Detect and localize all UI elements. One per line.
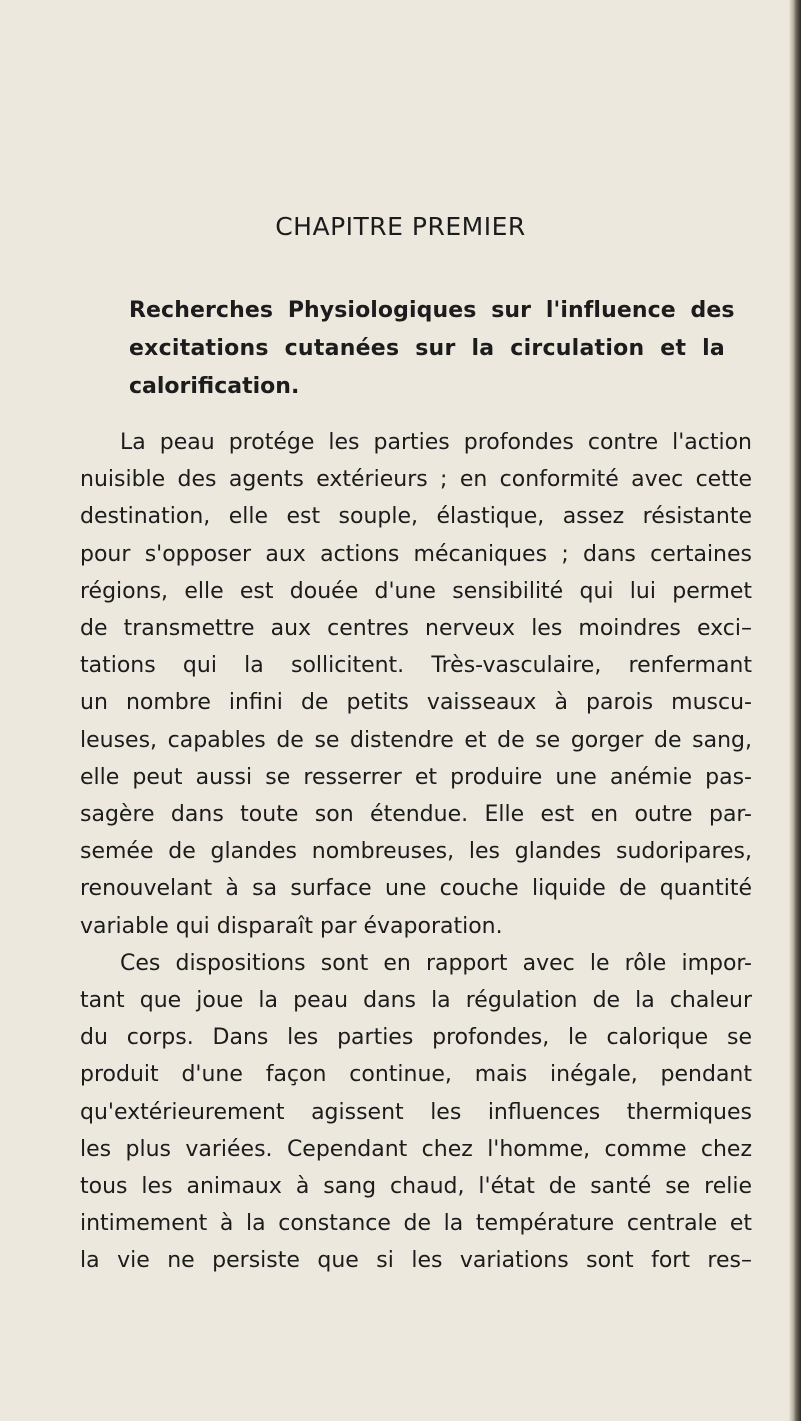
text-line: un nombre infini de petits vaisseaux à parois muscu-: [80, 690, 752, 716]
text-line: la vie ne persiste que si les variations sont fort res–: [80, 1248, 752, 1274]
text-line: tant que joue la peau dans la régulation de la chaleur: [80, 988, 752, 1014]
paragraph: [80, 945, 752, 1280]
text-line: du corps. Dans les parties profondes, le calorique se: [80, 1025, 752, 1051]
text-line: tous les animaux à sang chaud, l'état de santé se relie: [80, 1174, 752, 1200]
text-line: tations qui la sollicitent. Très-vasculaire, renfermant: [80, 653, 752, 679]
text-line: sagère dans toute son étendue. Elle est en outre par-: [80, 802, 752, 828]
section-heading: [129, 292, 751, 406]
text-line: leuses, capables de se distendre et de se gorger de sang,: [80, 727, 752, 753]
text-line: de transmettre aux centres nerveux les moindres exci–: [80, 616, 752, 642]
section-heading-line: excitations cutanées sur la circulation et la: [129, 336, 726, 361]
chapter-title: CHAPITRE PREMIER: [275, 212, 526, 241]
text-line: intimement à la constance de la température centrale et: [80, 1211, 752, 1237]
text-line: régions, elle est douée d'une sensibilité qui lui permet: [80, 578, 752, 604]
text-line: produit d'une façon continue, mais inégale, pendant: [80, 1062, 752, 1088]
text-line: qu'extérieurement agissent les influences thermiques: [80, 1099, 752, 1125]
section-heading-line: calorification.: [129, 374, 300, 399]
text-line: nuisible des agents extérieurs ; en conformité avec cette: [80, 467, 752, 493]
section-heading-line: Recherches Physiologiques sur l'influence des: [129, 298, 735, 323]
paragraph: [80, 424, 752, 945]
body-text: [80, 424, 752, 1280]
text-line: Ces dispositions sont en rapport avec le rôle impor-: [120, 950, 752, 976]
text-line: variable qui disparaît par évaporation.: [80, 913, 503, 939]
text-line: destination, elle est souple, élastique, assez résistante: [80, 504, 752, 530]
text-line: les plus variées. Cependant chez l'homme, comme chez: [80, 1136, 752, 1162]
text-line: elle peut aussi se resserrer et produire une anémie pas-: [80, 764, 752, 790]
text-line: renouvelant à sa surface une couche liquide de quantité: [80, 876, 752, 902]
text-line: semée de glandes nombreuses, les glandes sudoripares,: [80, 839, 752, 865]
text-line: La peau protége les parties profondes contre l'action: [120, 430, 752, 455]
text-line: pour s'opposer aux actions mécaniques ; dans certaines: [80, 541, 752, 567]
